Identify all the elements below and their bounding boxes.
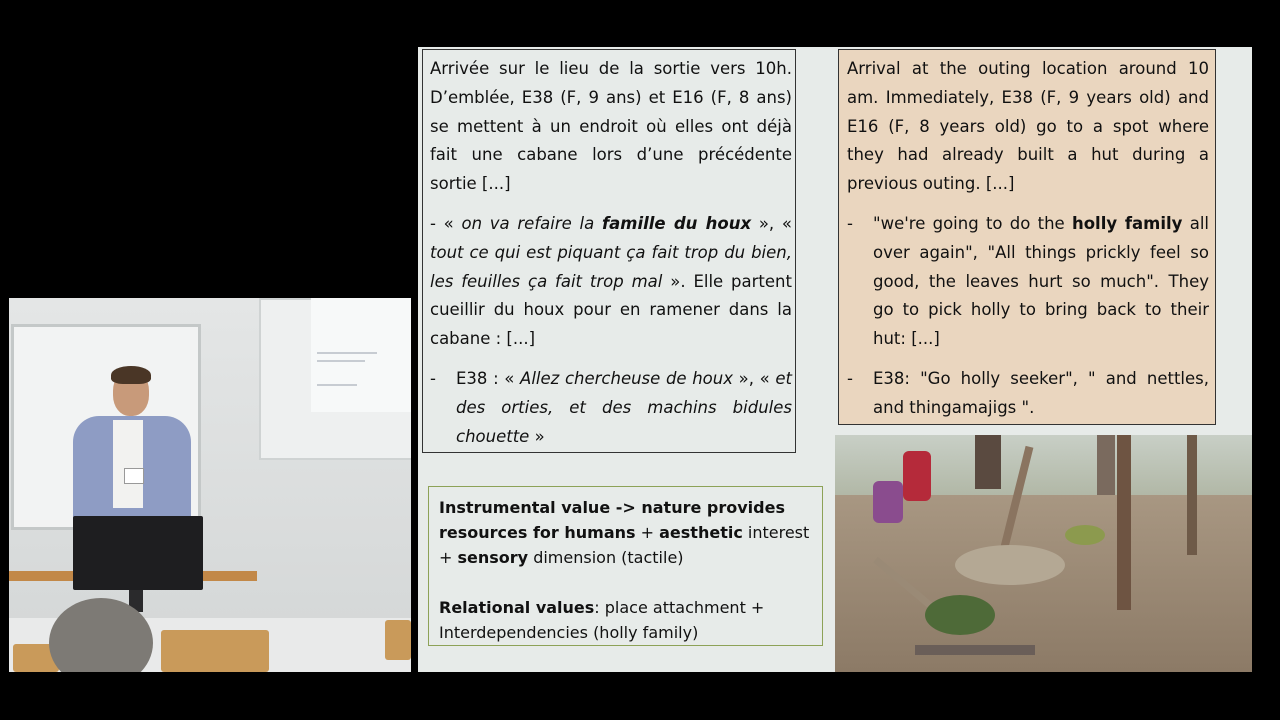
french-intro: Arrivée sur le lieu de la sortie vers 10h. D’emblée, E38 (F, 9 ans) et E16 (F, 8 ans) se mettent à un endroit où elles ont déjà fait une cabane lors d’une précédente sortie [...] — [430, 59, 792, 194]
presenter-shirt — [113, 420, 143, 508]
english-intro: Arrival at the outing location around 10 am. Immediately, E38 (F, 9 years old) and E16 (F, 8 years old) go to a spot where they had already built a hut during a previous outing. [...] — [847, 59, 1209, 194]
chair — [161, 630, 269, 672]
holly-bush — [925, 595, 995, 635]
values-summary-box — [428, 486, 823, 646]
hanging-red-cloth — [903, 451, 931, 501]
tree-trunk — [1187, 435, 1197, 555]
relational-value-line: Relational values: place attachment + Interdependencies (holly family) — [439, 598, 765, 642]
instrumental-value-line: Instrumental value -> nature provides resources for humans + aesthetic interest + sensory dimension (tactile) — [439, 498, 810, 567]
tree-trunk — [1117, 435, 1131, 610]
presenter-hair — [111, 366, 151, 384]
bare-ground — [955, 545, 1065, 585]
log — [915, 645, 1035, 655]
projected-slide — [311, 298, 411, 412]
forest-hut-photo — [835, 435, 1252, 672]
hanging-purple-cloth — [873, 481, 903, 523]
presenter-video — [9, 298, 411, 672]
name-badge — [124, 468, 144, 484]
english-quote-2: - E38: "Go holly seeker", " and nettles, and thingamajigs ". — [847, 368, 1209, 417]
tree-trunk — [1097, 435, 1115, 495]
french-transcript-box — [422, 49, 796, 453]
lectern-monitor — [73, 516, 203, 590]
english-transcript-box — [838, 49, 1216, 425]
french-quote-1: - « on va refaire la famille du houx », « tout ce qui est piquant ça fait trop du bien, les feuilles ça fait trop mal ». Elle partent cueillir du houx pour en ramener dans la cabane : [...] — [430, 213, 792, 349]
tree-trunk — [975, 435, 1001, 489]
english-quote-1: - "we're going to do the holly family all over again", "All things prickly feel so good, the leaves hurt so much". They go to pick holly to bring back to their hut: [...] — [847, 213, 1209, 349]
chair — [385, 620, 411, 660]
moss-patch — [1065, 525, 1105, 545]
french-quote-2: - E38 : « Allez chercheuse de houx », « et des orties, et des machins bidules chouette » — [430, 368, 793, 446]
